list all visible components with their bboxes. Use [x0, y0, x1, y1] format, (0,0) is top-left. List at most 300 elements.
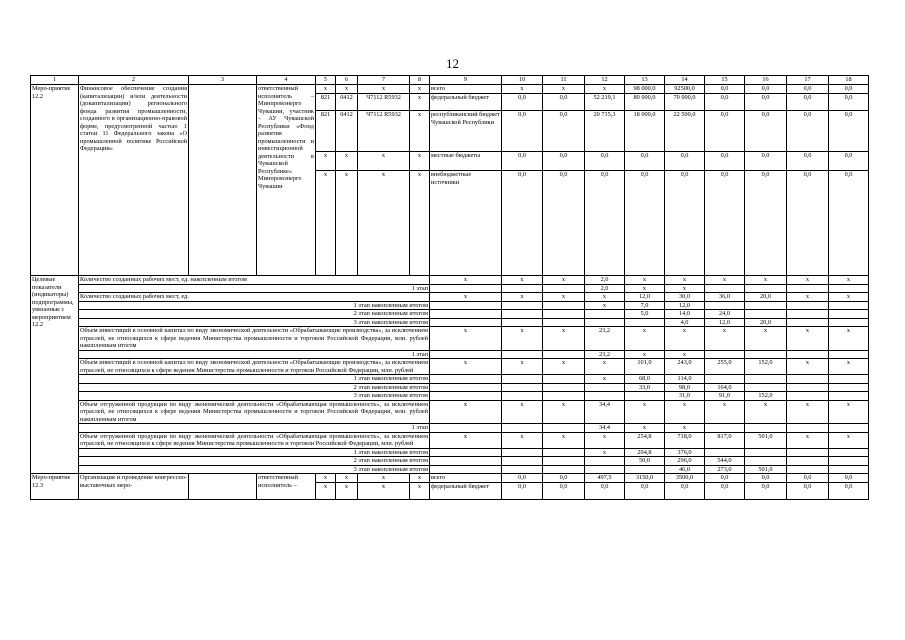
indicator-value: х [585, 432, 625, 448]
value-cell: 0,0 [502, 474, 543, 483]
indicator-value: х [705, 276, 745, 285]
indicator-value [430, 465, 502, 474]
indicator-value [430, 301, 502, 310]
indicator-value: х [705, 400, 745, 424]
measure-label: Меро-приятие 12.3 [31, 474, 79, 500]
indicator-name: Объем отгруженной продукции по виду экономической деятельности «Обрабатывающая промышленность», за исключением отраслей, не относящихся к сфере ведения Министерства промышленности и торговли Российской Федерации, млн. рублей [80, 432, 428, 447]
indicator-value: 34,4 [585, 424, 625, 433]
indicator-value: х [543, 276, 585, 285]
indicator-value: х [829, 276, 869, 285]
indicator-row [31, 392, 869, 401]
indicator-value [705, 448, 745, 457]
indicator-row [31, 432, 869, 448]
value-cell: х [502, 85, 543, 94]
indicator-row [31, 301, 869, 310]
code-cell: х [358, 474, 410, 483]
indicator-value: 164,0 [705, 383, 745, 392]
indicator-value: 243,0 [665, 359, 705, 375]
indicator-name: 2 этап накопленным итогом [79, 310, 430, 319]
code-cell: 821 [316, 111, 336, 152]
indicator-value [502, 301, 543, 310]
code-cell: х [316, 483, 336, 500]
value-cell: 0,0 [829, 111, 869, 152]
indicator-value: х [430, 327, 502, 351]
indicator-value [787, 392, 829, 401]
indicator-value: 24,0 [705, 310, 745, 319]
indicator-value [787, 465, 829, 474]
indicator-value [745, 284, 787, 293]
value-cell: 52 219,1 [585, 94, 625, 111]
value-cell: 0,0 [625, 483, 665, 500]
indicator-value: 376,0 [665, 448, 705, 457]
indicator-row [31, 293, 869, 302]
indicator-value [430, 375, 502, 384]
empty-cell [189, 85, 257, 276]
code-cell: х [410, 152, 430, 171]
indicator-value: 20,0 [745, 293, 787, 302]
indicator-row [31, 350, 869, 359]
indicator-value [745, 424, 787, 433]
indicator-value [705, 350, 745, 359]
value-cell: 0,0 [665, 152, 705, 171]
indicator-value [585, 318, 625, 327]
value-cell: 0,0 [745, 152, 787, 171]
value-cell: 0,0 [502, 152, 543, 171]
indicator-value: 255,0 [705, 359, 745, 375]
indicator-value [430, 448, 502, 457]
indicator-value: х [787, 327, 829, 351]
indicator-row [31, 359, 869, 375]
code-cell: х [316, 171, 336, 276]
header-cell: 1 [31, 76, 79, 85]
indicator-value: х [502, 400, 543, 424]
indicator-value [502, 424, 543, 433]
header-cell: 7 [358, 76, 410, 85]
indicator-value [585, 392, 625, 401]
value-cell: 80 000,0 [625, 94, 665, 111]
indicator-value [829, 383, 869, 392]
indicator-value: 68,0 [625, 375, 665, 384]
value-cell: 0,0 [502, 171, 543, 276]
indicator-row [31, 375, 869, 384]
value-cell: 0,0 [705, 152, 745, 171]
funding-source: федеральный бюджет [430, 483, 502, 500]
indicator-value: х [787, 359, 829, 375]
value-cell: 0,0 [787, 474, 829, 483]
value-cell: 0,0 [745, 85, 787, 94]
indicator-value: х [665, 400, 705, 424]
code-cell: х [410, 94, 430, 111]
indicator-name: Объем инвестиций в основной капитал по виду экономической деятельности «Обрабатывающие производства», за исключением отраслей, не относящихся к сфере ведения Министерства промышленности и торговли Российской Федерации, млн. рублей накопленным итогом [80, 327, 428, 349]
indicator-value: 50,0 [625, 457, 665, 466]
value-cell: 0,0 [745, 474, 787, 483]
indicator-value: 152,0 [745, 359, 787, 375]
indicator-value [585, 383, 625, 392]
indicator-value [625, 392, 665, 401]
indicator-value [502, 375, 543, 384]
value-cell: 0,0 [787, 94, 829, 111]
indicator-value: 114,0 [665, 375, 705, 384]
code-cell: х [358, 171, 410, 276]
code-cell: Ч7112 R5932 [358, 111, 410, 152]
funding-source: всего [430, 85, 502, 94]
indicator-value [787, 424, 829, 433]
indicator-value: 36,0 [705, 293, 745, 302]
indicator-value: х [665, 284, 705, 293]
indicator-name: 2 этап накопленным итогом [79, 383, 430, 392]
indicator-value: 544,0 [705, 457, 745, 466]
indicator-row [31, 318, 869, 327]
code-cell: х [358, 85, 410, 94]
header-cell: 8 [410, 76, 430, 85]
code-cell: х [316, 474, 336, 483]
indicator-value: х [502, 359, 543, 375]
indicator-value: х [787, 400, 829, 424]
header-cell: 16 [745, 76, 787, 85]
indicator-value [543, 375, 585, 384]
code-cell: х [358, 483, 410, 500]
indicator-value: х [625, 284, 665, 293]
indicator-value: х [430, 293, 502, 302]
code-cell: х [316, 85, 336, 94]
indicator-value [430, 457, 502, 466]
indicator-value [829, 424, 869, 433]
indicator-value [787, 318, 829, 327]
code-cell: 0412 [336, 111, 358, 152]
value-cell: 3150,0 [625, 474, 665, 483]
indicator-value: 152,0 [745, 392, 787, 401]
indicator-name: 3 этап накопленным итогом [79, 318, 430, 327]
indicator-value [745, 457, 787, 466]
indicator-value [430, 424, 502, 433]
indicator-value: х [585, 359, 625, 375]
indicator-name: Количество созданных рабочих мест, ед. накопленным итогом [79, 276, 430, 285]
value-cell: 0,0 [745, 171, 787, 276]
value-cell: 0,0 [745, 111, 787, 152]
value-cell: 70 000,0 [665, 94, 705, 111]
value-cell: 0,0 [543, 94, 585, 111]
indicator-value: 501,0 [745, 465, 787, 474]
responsible-executor: ответственный исполнитель – [257, 474, 316, 500]
indicator-value: х [430, 400, 502, 424]
value-cell: 0,0 [787, 171, 829, 276]
responsible-executor: ответственный исполнитель – Минпромэнерго Чувашии, участник – АУ Чувашской Республики «Фонд развития промышленности и инвестиционной деятельности в Чувашской Республике» Минпромэнерго Чувашии [257, 85, 316, 276]
value-cell: 22 500,0 [665, 111, 705, 152]
indicator-name: 1 этап накопленным итогом [79, 301, 430, 310]
indicator-row [31, 400, 869, 424]
indicator-value: х [543, 359, 585, 375]
indicator-value [543, 457, 585, 466]
indicator-value [543, 448, 585, 457]
m123-row [31, 474, 869, 483]
value-cell: 0,0 [502, 483, 543, 500]
funding-source: всего [430, 474, 502, 483]
indicator-value: 34,4 [585, 400, 625, 424]
value-cell: 497,5 [585, 474, 625, 483]
indicator-value [705, 284, 745, 293]
indicator-value: х [585, 293, 625, 302]
value-cell: 0,0 [665, 171, 705, 276]
code-cell: х [410, 85, 430, 94]
value-cell: 0,0 [829, 152, 869, 171]
indicator-value: 14,0 [665, 310, 705, 319]
value-cell: 0,0 [829, 85, 869, 94]
indicator-value [543, 350, 585, 359]
indicator-row [31, 276, 869, 285]
indicator-value: х [543, 327, 585, 351]
code-cell: х [410, 171, 430, 276]
funding-source: местные бюджеты [430, 152, 502, 171]
value-cell: 0,0 [829, 483, 869, 500]
value-cell: 0,0 [585, 171, 625, 276]
value-cell: 0,0 [787, 111, 829, 152]
indicator-value [502, 457, 543, 466]
value-cell: 0,0 [829, 94, 869, 111]
value-cell: 3500,0 [665, 474, 705, 483]
indicator-value [787, 350, 829, 359]
header-row [31, 76, 869, 85]
indicator-value: х [665, 424, 705, 433]
indicator-value: х [585, 301, 625, 310]
code-cell: х [316, 152, 336, 171]
indicator-value: 817,0 [705, 432, 745, 448]
header-cell: 11 [543, 76, 585, 85]
indicator-value [829, 457, 869, 466]
indicator-value: х [829, 432, 869, 448]
header-cell: 12 [585, 76, 625, 85]
value-cell: 0,0 [543, 474, 585, 483]
indicator-value: х [502, 276, 543, 285]
indicator-value [705, 301, 745, 310]
header-cell: 4 [257, 76, 316, 85]
indicator-row [31, 327, 869, 351]
indicator-value: х [665, 327, 705, 351]
indicator-value: 501,0 [745, 432, 787, 448]
indicator-row [31, 457, 869, 466]
program-table [30, 75, 869, 500]
indicator-value: х [625, 350, 665, 359]
value-cell: 0,0 [705, 483, 745, 500]
indicator-value [502, 284, 543, 293]
indicator-value [502, 465, 543, 474]
indicator-value: х [543, 400, 585, 424]
indicator-value: 254,8 [625, 432, 665, 448]
indicator-value: 33,0 [625, 383, 665, 392]
code-cell: 821 [316, 94, 336, 111]
measure-label: Меро-приятие 12.2 [31, 85, 79, 276]
indicator-value [787, 375, 829, 384]
indicator-value: 2,0 [585, 284, 625, 293]
value-cell: 18 000,0 [625, 111, 665, 152]
indicator-value [829, 350, 869, 359]
value-cell: х [543, 85, 585, 94]
header-cell: 5 [316, 76, 336, 85]
value-cell: 0,0 [625, 152, 665, 171]
indicator-value: х [745, 276, 787, 285]
indicator-value [502, 383, 543, 392]
indicator-name: Количество созданных рабочих мест, ед. [79, 293, 430, 302]
indicator-value [430, 318, 502, 327]
indicator-value: х [705, 327, 745, 351]
indicator-value: 30,0 [665, 293, 705, 302]
indicator-value [745, 301, 787, 310]
indicator-name: 3 этап накопленным итогом [79, 392, 430, 401]
indicator-value [787, 284, 829, 293]
measure-description: Финансовое обеспечение создания (капитализации) и/или деятельности (докапитализации) регионального фонда развития промышленности, созданного в организационно-правовой форме, предусмотренной частью 1 статьи 11 Федерального закона «О промышленной политике Российской Федерации» [79, 85, 189, 276]
page-number: 12 [446, 56, 459, 71]
indicator-value [829, 318, 869, 327]
indicator-value: 273,0 [705, 465, 745, 474]
indicator-value [543, 318, 585, 327]
indicator-value: х [585, 448, 625, 457]
indicator-name: Объем отгруженной продукции по виду экономической деятельности «Обрабатывающая промышленность», за исключением отраслей, не относящихся к сфере ведения Министерства промышленности и торговли Российской Федерации, млн. рублей накопленным итогом [80, 400, 428, 423]
indicator-value: х [502, 432, 543, 448]
value-cell: 0,0 [625, 171, 665, 276]
header-cell: 13 [625, 76, 665, 85]
value-cell: 0,0 [502, 111, 543, 152]
indicator-value [585, 465, 625, 474]
value-cell: х [585, 85, 625, 94]
indicator-value [430, 310, 502, 319]
indicator-value: 91,0 [705, 392, 745, 401]
indicator-value: х [745, 400, 787, 424]
code-cell: 0412 [336, 94, 358, 111]
indicator-value: 101,0 [625, 359, 665, 375]
header-cell: 14 [665, 76, 705, 85]
indicator-name: 3 этап накопленным итогом [79, 465, 430, 474]
indicator-name: 2 этап накопленным итогом [79, 457, 430, 466]
code-cell: Ч7112 R5932 [358, 94, 410, 111]
value-cell: 0,0 [705, 85, 745, 94]
indicator-value [543, 310, 585, 319]
indicator-value [829, 448, 869, 457]
indicator-name: 1 этап [79, 424, 430, 433]
value-cell: 0,0 [705, 171, 745, 276]
indicator-value: 20,0 [745, 318, 787, 327]
value-cell: 0,0 [585, 483, 625, 500]
indicator-value: 12,0 [625, 293, 665, 302]
indicator-value [585, 310, 625, 319]
code-cell: х [410, 111, 430, 152]
indicator-value: х [787, 432, 829, 448]
value-cell: 0,0 [787, 483, 829, 500]
indicator-name: 1 этап [79, 350, 430, 359]
indicator-value [430, 383, 502, 392]
header-cell: 9 [430, 76, 502, 85]
indicator-value [705, 375, 745, 384]
code-cell: х [336, 483, 358, 500]
indicator-value [787, 301, 829, 310]
indicator-value: х [430, 359, 502, 375]
value-cell: 0,0 [502, 94, 543, 111]
indicator-value: х [625, 424, 665, 433]
value-cell: 0,0 [543, 171, 585, 276]
indicator-value: х [787, 276, 829, 285]
indicator-value: 5,0 [625, 310, 665, 319]
header-cell: 15 [705, 76, 745, 85]
indicator-value [502, 392, 543, 401]
indicator-value [543, 465, 585, 474]
indicator-value: х [829, 359, 869, 375]
indicator-value [625, 465, 665, 474]
indicator-value [543, 383, 585, 392]
empty-cell [189, 474, 257, 500]
indicator-name: 1 этап накопленным итогом [79, 448, 430, 457]
indicator-value [543, 392, 585, 401]
indicator-value [543, 301, 585, 310]
indicator-value: 23,2 [585, 327, 625, 351]
indicator-value: х [625, 276, 665, 285]
indicator-value [543, 284, 585, 293]
value-cell: 0,0 [787, 85, 829, 94]
indicator-value [430, 284, 502, 293]
indicator-value [829, 465, 869, 474]
indicator-value [430, 350, 502, 359]
indicator-name: 1 этап накопленным итогом [79, 375, 430, 384]
indicator-value [745, 310, 787, 319]
measure-description: Организация и проведение конгрессно-выставочных меро- [79, 474, 189, 500]
indicator-row [31, 284, 869, 293]
funding-source: республиканский бюджет Чувашской Республики [430, 111, 502, 152]
indicator-value: 296,0 [665, 457, 705, 466]
indicator-value: х [787, 293, 829, 302]
value-cell: 0,0 [705, 111, 745, 152]
indicator-value [745, 350, 787, 359]
value-cell: 0,0 [543, 111, 585, 152]
code-cell: х [410, 483, 430, 500]
value-cell: 0,0 [829, 171, 869, 276]
indicator-value: 4,0 [665, 318, 705, 327]
code-cell: х [336, 152, 358, 171]
indicator-value: 31,0 [665, 392, 705, 401]
header-cell: 17 [787, 76, 829, 85]
indicator-row [31, 310, 869, 319]
value-cell: 0,0 [543, 483, 585, 500]
value-cell: 0,0 [543, 152, 585, 171]
indicator-value: 46,0 [665, 465, 705, 474]
indicator-value [829, 301, 869, 310]
indicator-value: 98,0 [665, 383, 705, 392]
value-cell: 20 715,3 [585, 111, 625, 152]
value-cell: 0,0 [665, 483, 705, 500]
code-cell: х [336, 474, 358, 483]
indicator-value: х [829, 293, 869, 302]
indicator-value [787, 310, 829, 319]
indicator-row [31, 383, 869, 392]
indicator-value: х [745, 327, 787, 351]
indicator-value [430, 392, 502, 401]
indicator-value: 12,0 [665, 301, 705, 310]
indicator-value [829, 375, 869, 384]
indicator-value [585, 457, 625, 466]
indicator-name: Объем инвестиций в основной капитал по виду экономической деятельности «Обрабатывающие производства», за исключением отраслей, не относящихся к сфере ведения Министерства промышленности и торговли Российской Федерации, млн. рублей [80, 359, 428, 374]
funding-source: внебюджетные источники [430, 171, 502, 276]
indicator-row [31, 424, 869, 433]
indicator-value: 7,0 [625, 301, 665, 310]
indicator-row [31, 465, 869, 474]
indicator-value: х [665, 276, 705, 285]
value-cell: 0,0 [745, 94, 787, 111]
indicator-value: х [829, 400, 869, 424]
indicator-value: х [430, 276, 502, 285]
indicator-value [502, 350, 543, 359]
indicator-value [502, 448, 543, 457]
indicator-value [787, 383, 829, 392]
value-cell: 0,0 [585, 152, 625, 171]
value-cell: 0,0 [745, 483, 787, 500]
indicator-value: х [625, 400, 665, 424]
code-cell: х [336, 171, 358, 276]
